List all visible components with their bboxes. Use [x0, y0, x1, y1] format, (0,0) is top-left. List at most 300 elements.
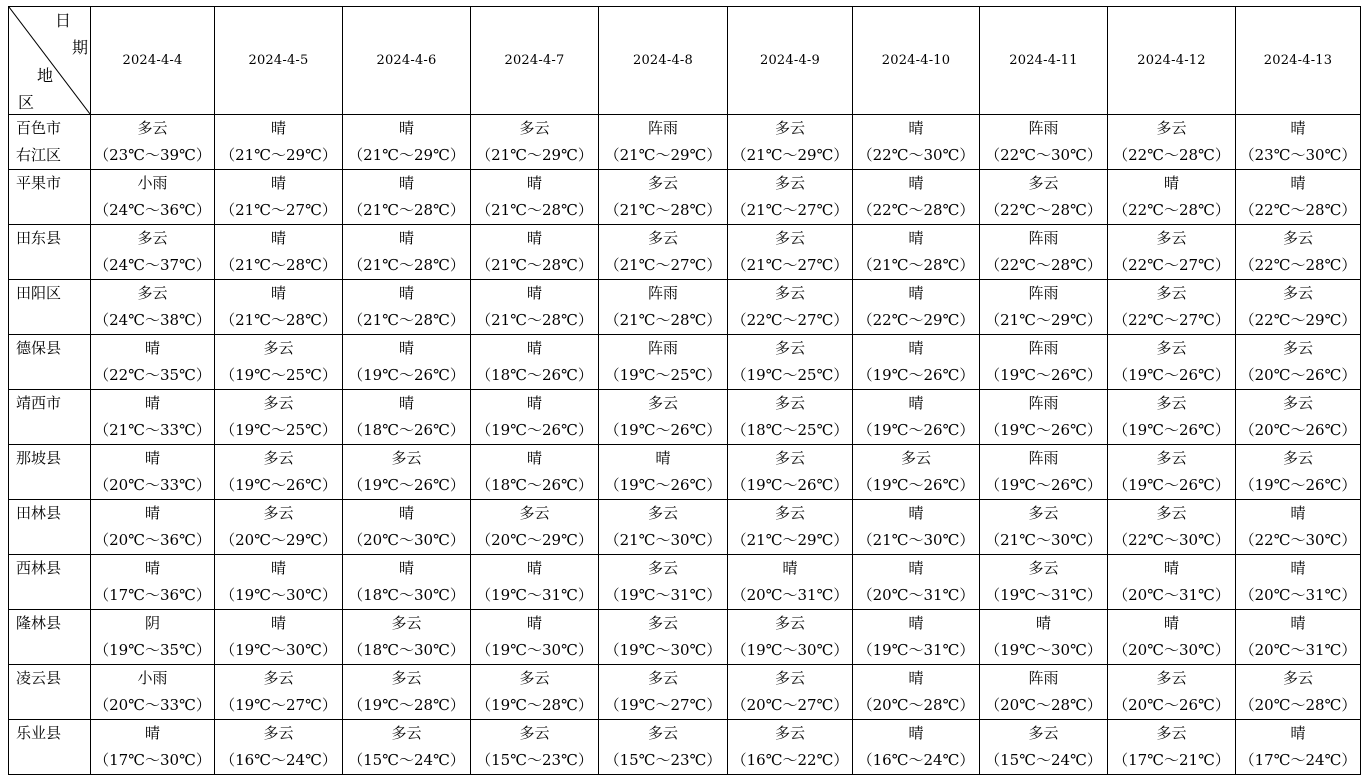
weather-condition: 多云 [647, 559, 678, 577]
weather-condition: 多云 [391, 614, 422, 632]
date-header-cell: 2024-4-5 [215, 7, 343, 115]
forecast-cell [343, 445, 471, 500]
date-header-cell: 2024-4-10 [853, 7, 980, 115]
forecast-cell [599, 115, 728, 170]
temperature-range: （17℃～21℃） [1113, 751, 1230, 769]
region-name: 百色市 [16, 119, 62, 137]
temperature-range: （20℃～29℃） [476, 531, 593, 549]
temperature-range: （19℃～30℃） [604, 641, 722, 659]
temperature-range: （17℃～36℃） [94, 586, 211, 604]
temperature-range: （19℃～35℃） [94, 641, 211, 659]
temperature-range: （22℃～28℃） [1239, 201, 1357, 219]
forecast-cell [91, 335, 215, 390]
weather-condition: 多云 [137, 284, 168, 302]
forecast-cell [91, 445, 215, 500]
weather-condition: 多云 [519, 669, 550, 687]
weather-condition: 晴 [270, 229, 286, 247]
forecast-cell [91, 225, 215, 280]
temperature-range: （20℃～29℃） [220, 531, 337, 549]
temperature-range: （19℃～26℃） [348, 476, 465, 494]
forecast-cell [728, 170, 853, 225]
temperature-range: （19℃～30℃） [731, 641, 849, 659]
forecast-cell [343, 335, 471, 390]
weather-condition: 多云 [1028, 559, 1059, 577]
region-cell [9, 500, 91, 555]
temperature-range: （18℃～25℃） [731, 421, 849, 439]
temperature-range: （19℃～26℃） [604, 476, 722, 494]
weather-condition: 晴 [398, 119, 414, 137]
temperature-range: （19℃～26℃） [476, 421, 593, 439]
forecast-cell [1108, 170, 1236, 225]
weather-condition: 多云 [1028, 724, 1059, 742]
forecast-cell [980, 500, 1108, 555]
forecast-cell [343, 720, 471, 775]
weather-condition: 晴 [270, 174, 286, 192]
temperature-range: （23℃～39℃） [94, 146, 211, 164]
forecast-cell [471, 170, 599, 225]
weather-condition: 多云 [1156, 449, 1187, 467]
forecast-cell [1236, 280, 1361, 335]
forecast-cell [1236, 720, 1361, 775]
table-row [9, 610, 1361, 665]
forecast-cell [343, 610, 471, 665]
temperature-range: （21℃～28℃） [348, 201, 465, 219]
weather-condition: 晴 [398, 559, 414, 577]
weather-condition: 晴 [526, 559, 542, 577]
temperature-range: （20℃～31℃） [1239, 641, 1357, 659]
temperature-range: （21℃～29℃） [476, 146, 593, 164]
weather-condition: 多云 [263, 339, 294, 357]
forecast-cell [343, 115, 471, 170]
weather-condition: 多云 [774, 339, 805, 357]
temperature-range: （20℃～27℃） [731, 696, 849, 714]
forecast-cell [728, 665, 853, 720]
temperature-range: （19℃～25℃） [731, 366, 849, 384]
temperature-range: （22℃～30℃） [1113, 531, 1230, 549]
weather-condition: 晴 [908, 229, 924, 247]
weather-condition: 晴 [655, 449, 671, 467]
temperature-range: （20℃～30℃） [1113, 641, 1230, 659]
temperature-range: （21℃～30℃） [985, 531, 1102, 549]
forecast-cell [1236, 170, 1361, 225]
weather-condition: 多云 [774, 284, 805, 302]
forecast-cell [1108, 390, 1236, 445]
temperature-range: （17℃～30℃） [94, 751, 211, 769]
temperature-range: （19℃～26℃） [731, 476, 849, 494]
forecast-cell [980, 720, 1108, 775]
temperature-range: （21℃～27℃） [731, 256, 849, 274]
weather-condition: 晴 [908, 394, 924, 412]
weather-condition: 多云 [519, 724, 550, 742]
forecast-cell [471, 225, 599, 280]
forecast-cell [728, 500, 853, 555]
temperature-range: （21℃～28℃） [476, 201, 593, 219]
date-header-cell: 2024-4-6 [343, 7, 471, 115]
forecast-cell [853, 445, 980, 500]
temperature-range: （19℃～25℃） [220, 366, 337, 384]
temperature-range: （22℃～28℃） [1113, 201, 1230, 219]
forecast-cell [91, 720, 215, 775]
temperature-range: （21℃～27℃） [604, 256, 722, 274]
region-name: 田林县 [16, 504, 62, 522]
temperature-range: （19℃～26℃） [1239, 476, 1357, 494]
temperature-range: （19℃～30℃） [220, 641, 337, 659]
weather-condition: 多云 [137, 229, 168, 247]
region-cell [9, 115, 91, 170]
weather-condition: 多云 [1028, 174, 1059, 192]
region-name: 凌云县 [16, 669, 62, 687]
weather-condition: 晴 [1290, 174, 1306, 192]
temperature-range: （20℃～31℃） [1239, 586, 1357, 604]
temperature-range: （21℃～33℃） [94, 421, 211, 439]
forecast-cell [728, 610, 853, 665]
forecast-cell [853, 115, 980, 170]
temperature-range: （19℃～28℃） [476, 696, 593, 714]
temperature-range: （21℃～29℃） [985, 311, 1102, 329]
forecast-cell [1108, 555, 1236, 610]
temperature-range: （24℃～36℃） [94, 201, 211, 219]
temperature-range: （16℃～22℃） [731, 751, 849, 769]
temperature-range: （16℃～24℃） [857, 751, 975, 769]
temperature-range: （19℃～31℃） [857, 641, 975, 659]
weather-condition: 多云 [1156, 394, 1187, 412]
weather-condition: 多云 [774, 504, 805, 522]
temperature-range: （15℃～23℃） [476, 751, 593, 769]
weather-condition: 晴 [398, 174, 414, 192]
region-cell [9, 390, 91, 445]
forecast-cell [980, 280, 1108, 335]
temperature-range: （21℃～29℃） [731, 531, 849, 549]
forecast-cell [1108, 500, 1236, 555]
temperature-range: （21℃～28℃） [857, 256, 975, 274]
header-row [9, 7, 1361, 115]
forecast-cell [853, 280, 980, 335]
forecast-cell [728, 225, 853, 280]
temperature-range: （21℃～28℃） [348, 311, 465, 329]
weather-condition: 多云 [263, 724, 294, 742]
temperature-range: （21℃～27℃） [731, 201, 849, 219]
temperature-range: （19℃～26℃） [985, 421, 1102, 439]
weather-condition: 多云 [263, 669, 294, 687]
temperature-range: （19℃～26℃） [985, 366, 1102, 384]
weather-condition: 阵雨 [647, 339, 678, 357]
weather-condition: 晴 [144, 559, 160, 577]
forecast-cell [980, 665, 1108, 720]
temperature-range: （22℃～28℃） [985, 201, 1102, 219]
weather-condition: 晴 [908, 119, 924, 137]
forecast-cell [471, 500, 599, 555]
forecast-cell [1108, 225, 1236, 280]
table-row [9, 445, 1361, 500]
weather-condition: 晴 [398, 504, 414, 522]
forecast-cell [1108, 280, 1236, 335]
region-name: 隆林县 [16, 614, 62, 632]
region-cell [9, 555, 91, 610]
forecast-cell [1108, 335, 1236, 390]
temperature-range: （19℃～31℃） [476, 586, 593, 604]
forecast-cell [343, 170, 471, 225]
weather-condition: 多云 [774, 229, 805, 247]
weather-condition: 多云 [1156, 504, 1187, 522]
weather-condition: 晴 [526, 174, 542, 192]
temperature-range: （18℃～26℃） [476, 366, 593, 384]
forecast-cell [853, 170, 980, 225]
date-header-cell: 2024-4-13 [1236, 7, 1361, 115]
forecast-cell [91, 280, 215, 335]
weather-condition: 晴 [270, 119, 286, 137]
weather-condition: 多云 [900, 449, 931, 467]
weather-condition: 晴 [1163, 559, 1179, 577]
forecast-cell [91, 555, 215, 610]
forecast-cell [1108, 720, 1236, 775]
forecast-cell [599, 225, 728, 280]
forecast-cell [853, 610, 980, 665]
forecast-cell [215, 720, 343, 775]
temperature-range: （21℃～29℃） [604, 146, 722, 164]
temperature-range: （19℃～27℃） [220, 696, 337, 714]
temperature-range: （22℃～27℃） [1113, 311, 1230, 329]
forecast-cell [599, 335, 728, 390]
forecast-cell [1108, 115, 1236, 170]
temperature-range: （19℃～30℃） [220, 586, 337, 604]
temperature-range: （23℃～30℃） [1239, 146, 1357, 164]
weather-condition: 晴 [782, 559, 798, 577]
temperature-range: （22℃～28℃） [1239, 256, 1357, 274]
weather-condition: 晴 [144, 339, 160, 357]
weather-condition: 阵雨 [1028, 339, 1059, 357]
region-name: 德保县 [16, 339, 62, 357]
forecast-cell [91, 170, 215, 225]
temperature-range: （15℃～24℃） [985, 751, 1102, 769]
forecast-cell [599, 665, 728, 720]
temperature-range: （18℃～26℃） [476, 476, 593, 494]
forecast-cell [343, 500, 471, 555]
forecast-cell [1236, 445, 1361, 500]
weather-condition: 晴 [1163, 174, 1179, 192]
table-row [9, 170, 1361, 225]
weather-condition: 晴 [1290, 119, 1306, 137]
temperature-range: （22℃～30℃） [985, 146, 1102, 164]
weather-condition: 晴 [270, 614, 286, 632]
temperature-range: （22℃～30℃） [1239, 531, 1357, 549]
temperature-range: （22℃～30℃） [857, 146, 975, 164]
forecast-cell [471, 720, 599, 775]
region-cell [9, 610, 91, 665]
region-name: 田阳区 [16, 284, 62, 302]
region-name: 平果市 [16, 174, 62, 192]
forecast-cell [980, 555, 1108, 610]
temperature-range: （19℃～26℃） [220, 476, 337, 494]
temperature-range: （19℃～26℃） [1113, 476, 1230, 494]
temperature-range: （19℃～31℃） [985, 586, 1102, 604]
weather-condition: 晴 [398, 284, 414, 302]
temperature-range: （21℃～29℃） [731, 146, 849, 164]
weather-condition: 多云 [774, 174, 805, 192]
temperature-range: （19℃～25℃） [220, 421, 337, 439]
forecast-cell [853, 500, 980, 555]
temperature-range: （19℃～28℃） [348, 696, 465, 714]
weather-condition: 晴 [270, 559, 286, 577]
table-row [9, 500, 1361, 555]
temperature-range: （22℃～28℃） [985, 256, 1102, 274]
weather-condition: 多云 [519, 504, 550, 522]
corner-label-qu: 区 [18, 93, 35, 112]
temperature-range: （19℃～30℃） [476, 641, 593, 659]
region-cell [9, 280, 91, 335]
forecast-cell [853, 665, 980, 720]
temperature-range: （22℃～27℃） [1113, 256, 1230, 274]
weather-condition: 晴 [908, 669, 924, 687]
region-name: 西林县 [16, 559, 62, 577]
forecast-cell [471, 390, 599, 445]
temperature-range: （19℃～26℃） [1113, 366, 1230, 384]
temperature-range: （20℃～28℃） [985, 696, 1102, 714]
weather-condition: 阵雨 [647, 119, 678, 137]
temperature-range: （19℃～26℃） [857, 421, 975, 439]
temperature-range: （19℃～26℃） [857, 366, 975, 384]
region-name: 靖西市 [16, 394, 62, 412]
forecast-cell [1236, 225, 1361, 280]
temperature-range: （20℃～30℃） [348, 531, 465, 549]
weather-condition: 晴 [1290, 559, 1306, 577]
forecast-cell [215, 500, 343, 555]
forecast-cell [215, 445, 343, 500]
weather-condition: 阴 [144, 614, 160, 632]
forecast-cell [471, 115, 599, 170]
temperature-range: （19℃～27℃） [604, 696, 722, 714]
region-cell [9, 170, 91, 225]
weather-condition: 多云 [1156, 284, 1187, 302]
weather-condition: 小雨 [137, 174, 168, 192]
temperature-range: （21℃～29℃） [348, 146, 465, 164]
forecast-cell [471, 555, 599, 610]
weather-condition: 多云 [774, 119, 805, 137]
weather-condition: 晴 [398, 339, 414, 357]
weather-condition: 晴 [1163, 614, 1179, 632]
weather-condition: 多云 [1282, 669, 1313, 687]
forecast-cell [343, 555, 471, 610]
weather-condition: 晴 [908, 614, 924, 632]
weather-condition: 晴 [270, 284, 286, 302]
weather-condition: 阵雨 [1028, 284, 1059, 302]
forecast-cell [1236, 665, 1361, 720]
temperature-range: （20℃～31℃） [731, 586, 849, 604]
temperature-range: （19℃～30℃） [985, 641, 1102, 659]
weather-condition: 多云 [774, 614, 805, 632]
forecast-cell [471, 665, 599, 720]
date-header-cell: 2024-4-8 [599, 7, 728, 115]
date-header-cell: 2024-4-9 [728, 7, 853, 115]
forecast-cell [91, 500, 215, 555]
forecast-cell [599, 500, 728, 555]
weather-condition: 多云 [1156, 119, 1187, 137]
weather-condition: 多云 [1156, 669, 1187, 687]
weather-condition: 多云 [647, 614, 678, 632]
weather-condition: 晴 [908, 559, 924, 577]
forecast-cell [728, 390, 853, 445]
temperature-range: （18℃～26℃） [348, 421, 465, 439]
weather-condition: 多云 [1028, 504, 1059, 522]
region-name: 右江区 [16, 146, 62, 164]
forecast-cell [343, 225, 471, 280]
temperature-range: （21℃～28℃） [348, 256, 465, 274]
temperature-range: （17℃～24℃） [1239, 751, 1357, 769]
temperature-range: （20℃～26℃） [1239, 366, 1357, 384]
weather-condition: 晴 [908, 174, 924, 192]
temperature-range: （20℃～28℃） [857, 696, 975, 714]
weather-condition: 晴 [526, 284, 542, 302]
weather-condition: 多云 [647, 504, 678, 522]
table-row [9, 555, 1361, 610]
weather-condition: 多云 [263, 449, 294, 467]
forecast-cell [853, 335, 980, 390]
forecast-cell [599, 445, 728, 500]
weather-condition: 晴 [1290, 724, 1306, 742]
forecast-cell [599, 170, 728, 225]
table-row [9, 665, 1361, 720]
forecast-cell [91, 665, 215, 720]
weather-condition: 晴 [526, 614, 542, 632]
weather-condition: 晴 [144, 449, 160, 467]
forecast-cell [215, 555, 343, 610]
temperature-range: （21℃～28℃） [476, 311, 593, 329]
weather-condition: 晴 [398, 229, 414, 247]
temperature-range: （22℃～29℃） [857, 311, 975, 329]
forecast-cell [599, 720, 728, 775]
table-row [9, 280, 1361, 335]
forecast-cell [853, 225, 980, 280]
forecast-cell [1236, 500, 1361, 555]
forecast-cell [980, 170, 1108, 225]
temperature-range: （21℃～30℃） [604, 531, 722, 549]
weather-condition: 晴 [1035, 614, 1051, 632]
region-cell [9, 225, 91, 280]
forecast-cell [1108, 665, 1236, 720]
forecast-cell [980, 115, 1108, 170]
forecast-cell [980, 445, 1108, 500]
corner-label-di: 地 [37, 66, 54, 85]
forecast-cell [215, 390, 343, 445]
temperature-range: （19℃～26℃） [985, 476, 1102, 494]
temperature-range: （21℃～28℃） [604, 311, 722, 329]
region-name: 乐业县 [16, 724, 62, 742]
weather-condition: 多云 [1156, 229, 1187, 247]
weather-condition: 小雨 [137, 669, 168, 687]
weather-condition: 多云 [774, 724, 805, 742]
temperature-range: （19℃～31℃） [604, 586, 722, 604]
temperature-range: （20℃～28℃） [1239, 696, 1357, 714]
weather-condition: 阵雨 [1028, 119, 1059, 137]
temperature-range: （22℃～35℃） [94, 366, 211, 384]
forecast-cell [1108, 445, 1236, 500]
forecast-cell [599, 610, 728, 665]
temperature-range: （15℃～24℃） [348, 751, 465, 769]
table-row [9, 225, 1361, 280]
forecast-cell [599, 555, 728, 610]
temperature-range: （22℃～29℃） [1239, 311, 1357, 329]
region-cell [9, 720, 91, 775]
weather-condition: 多云 [647, 229, 678, 247]
region-cell [9, 335, 91, 390]
region-cell [9, 445, 91, 500]
temperature-range: （15℃～23℃） [604, 751, 722, 769]
forecast-cell [1236, 555, 1361, 610]
forecast-cell [215, 335, 343, 390]
weather-condition: 多云 [263, 394, 294, 412]
table-row [9, 335, 1361, 390]
forecast-cell [980, 390, 1108, 445]
forecast-cell [1236, 610, 1361, 665]
